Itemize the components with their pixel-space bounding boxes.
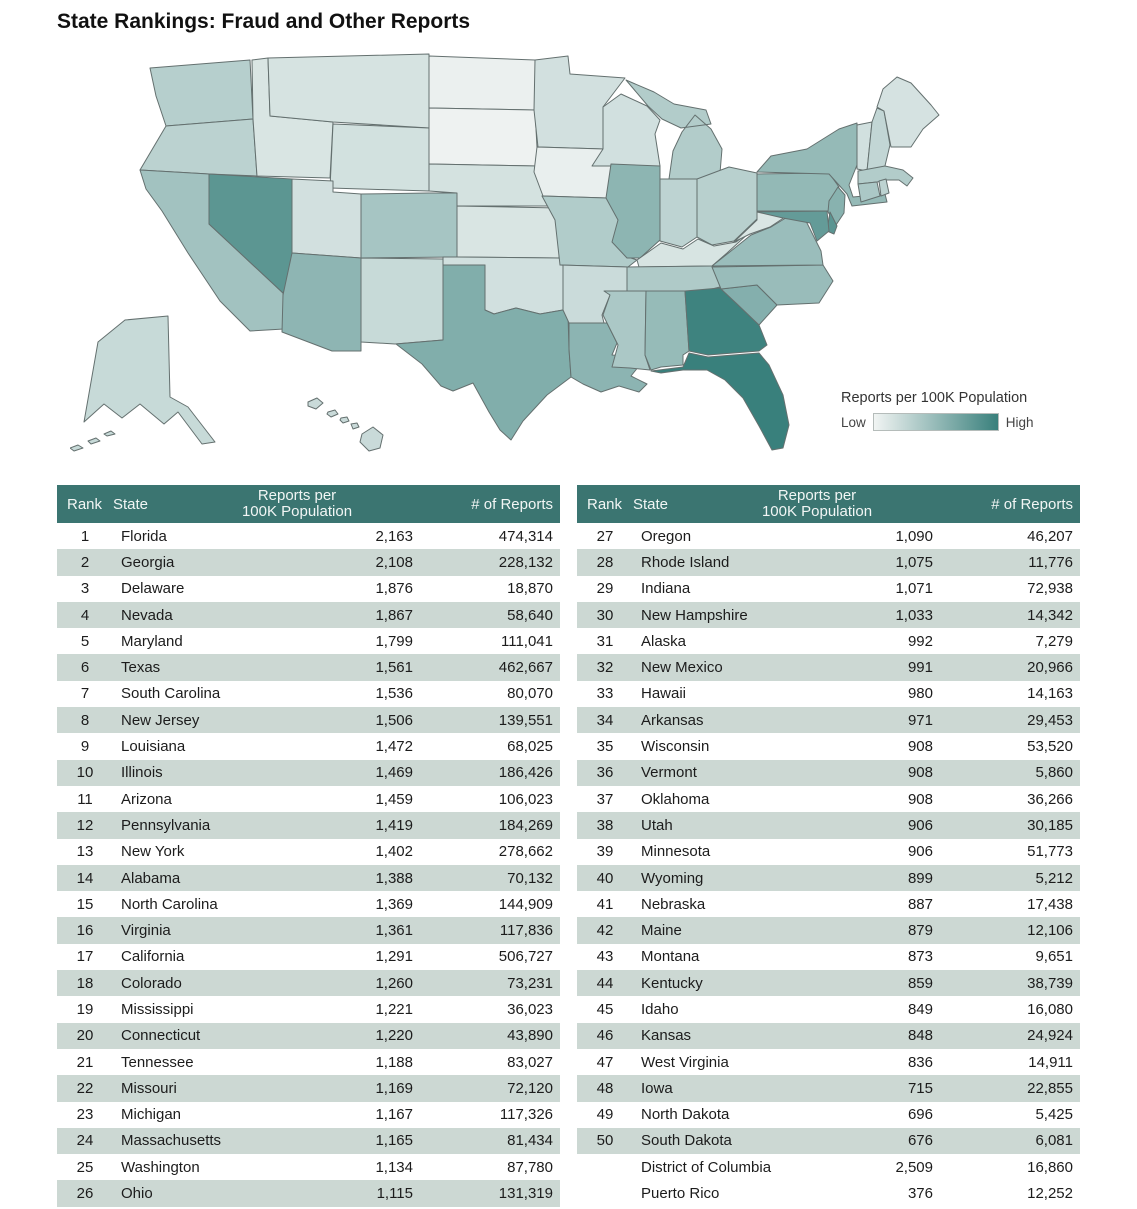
table-row [577, 812, 1080, 838]
state-cell: Oregon [641, 527, 692, 545]
num-reports-cell: 14,163 [1027, 685, 1073, 703]
table-row [57, 707, 560, 733]
rank-cell: 29 [596, 580, 614, 598]
per-100k-cell: 980 [907, 685, 933, 703]
num-reports-cell: 474,314 [498, 527, 553, 545]
per-100k-cell: 696 [907, 1106, 933, 1124]
legend-title: Reports per 100K Population [841, 390, 1028, 406]
num-reports-cell: 80,070 [507, 685, 553, 703]
num-reports-cell: 106,023 [498, 790, 553, 808]
per-100k-cell: 906 [907, 816, 933, 834]
rank-cell: 14 [76, 869, 94, 887]
state-cell: Ohio [121, 1185, 153, 1203]
state-cell: Virginia [121, 922, 171, 940]
num-reports-cell: 18,870 [507, 580, 553, 598]
rank-table-left [57, 485, 560, 1207]
num-reports-cell: 73,231 [507, 974, 553, 992]
per-100k-cell: 849 [907, 1000, 933, 1018]
rank-cell: 34 [596, 711, 614, 729]
rank-cell: 47 [596, 1053, 614, 1071]
num-reports-cell: 87,780 [507, 1158, 553, 1176]
map-legend [841, 390, 1071, 431]
table-row [57, 996, 560, 1022]
num-reports-cell: 43,890 [507, 1027, 553, 1045]
num-reports-cell: 22,855 [1027, 1079, 1073, 1097]
num-reports-cell: 24,924 [1027, 1027, 1073, 1045]
num-reports-cell: 9,651 [1035, 948, 1073, 966]
table-row [577, 865, 1080, 891]
rank-cell: 18 [76, 974, 94, 992]
state-new-mexico[interactable] [361, 258, 443, 344]
table-row [577, 576, 1080, 602]
state-cell: South Dakota [641, 1132, 732, 1150]
per-100k-cell: 836 [907, 1053, 933, 1071]
state-cell: New Jersey [121, 711, 200, 729]
state-arizona[interactable] [282, 253, 361, 351]
num-reports-cell: 278,662 [498, 843, 553, 861]
per-100k-cell: 1,799 [375, 632, 413, 650]
state-cell: Pennsylvania [121, 816, 211, 834]
per-100k-cell: 1,388 [375, 869, 413, 887]
per-100k-cell: 676 [907, 1132, 933, 1150]
state-cell: Florida [121, 527, 167, 545]
state-cell: Alabama [121, 869, 181, 887]
num-reports-cell: 184,269 [498, 816, 553, 834]
state-alaska[interactable] [70, 316, 215, 451]
rank-cell: 21 [76, 1053, 94, 1071]
state-cell: Montana [641, 948, 700, 966]
table-row [577, 1075, 1080, 1101]
state-cell: Maine [641, 922, 682, 940]
table-row [577, 681, 1080, 707]
table-header [577, 485, 1080, 523]
rank-cell: 3 [80, 580, 90, 598]
state-utah[interactable] [292, 179, 361, 258]
state-cell: West Virginia [641, 1053, 729, 1071]
rank-cell: 8 [80, 711, 90, 729]
per-100k-cell: 1,220 [375, 1027, 413, 1045]
rank-cell: 28 [596, 553, 614, 571]
per-100k-cell: 1,472 [375, 738, 413, 756]
num-reports-cell: 139,551 [498, 711, 553, 729]
header-per-100k: Reports per 100K Population [241, 487, 353, 520]
table-row [57, 1075, 560, 1101]
num-reports-cell: 16,860 [1027, 1158, 1073, 1176]
num-reports-cell: 30,185 [1027, 816, 1073, 834]
table-row [577, 654, 1080, 680]
per-100k-cell: 1,169 [375, 1079, 413, 1097]
state-cell: Maryland [121, 632, 183, 650]
per-100k-cell: 1,075 [895, 553, 933, 571]
table-row [577, 944, 1080, 970]
table-row [577, 549, 1080, 575]
state-cell: Washington [121, 1158, 200, 1176]
per-100k-cell: 1,090 [895, 527, 933, 545]
rank-cell: 44 [596, 974, 614, 992]
num-reports-cell: 81,434 [507, 1132, 553, 1150]
table-row [57, 549, 560, 575]
per-100k-cell: 1,867 [375, 606, 413, 624]
header-rank: Rank [67, 495, 103, 513]
state-colorado[interactable] [361, 193, 457, 258]
state-cell: Missouri [121, 1079, 177, 1097]
table-row [577, 1128, 1080, 1154]
table-row [577, 1154, 1080, 1180]
rank-cell: 40 [596, 869, 614, 887]
rank-cell: 12 [76, 816, 94, 834]
table-row [577, 602, 1080, 628]
state-illinois[interactable] [606, 164, 660, 258]
per-100k-cell: 1,361 [375, 922, 413, 940]
num-reports-cell: 46,207 [1027, 527, 1073, 545]
state-cell: Oklahoma [641, 790, 710, 808]
num-reports-cell: 83,027 [507, 1053, 553, 1071]
table-row [57, 891, 560, 917]
rank-cell: 43 [596, 948, 614, 966]
num-reports-cell: 72,120 [507, 1079, 553, 1097]
num-reports-cell: 117,836 [499, 922, 553, 940]
num-reports-cell: 506,727 [498, 948, 553, 966]
rank-cell: 45 [596, 1000, 614, 1018]
num-reports-cell: 36,266 [1027, 790, 1073, 808]
state-oregon[interactable] [140, 119, 257, 176]
table-row [57, 602, 560, 628]
rank-cell: 48 [596, 1079, 614, 1097]
per-100k-cell: 1,260 [375, 974, 413, 992]
rank-cell: 35 [596, 738, 614, 756]
state-cell: Georgia [121, 553, 175, 571]
state-cell: Minnesota [641, 843, 711, 861]
header-num-reports: # of Reports [991, 495, 1073, 513]
table-header [57, 485, 560, 523]
state-pennsylvania[interactable] [757, 173, 839, 211]
rank-cell: 24 [76, 1132, 94, 1150]
num-reports-cell: 51,773 [1027, 843, 1073, 861]
num-reports-cell: 14,342 [1027, 606, 1073, 624]
rank-cell: 49 [596, 1106, 614, 1124]
rank-cell: 17 [76, 948, 94, 966]
num-reports-cell: 131,319 [498, 1185, 553, 1203]
per-100k-cell: 1,459 [375, 790, 413, 808]
page-title: State Rankings: Fraud and Other Reports [57, 10, 471, 33]
per-100k-cell: 715 [907, 1079, 933, 1097]
rank-cell: 39 [596, 843, 614, 861]
num-reports-cell: 5,212 [1035, 869, 1073, 887]
state-montana[interactable] [268, 54, 429, 128]
rank-cell: 19 [76, 1000, 94, 1018]
rank-cell: 31 [596, 632, 614, 650]
per-100k-cell: 848 [907, 1027, 933, 1045]
table-row [57, 812, 560, 838]
rank-cell: 38 [596, 816, 614, 834]
num-reports-cell: 20,966 [1027, 659, 1073, 677]
per-100k-cell: 2,509 [895, 1158, 933, 1176]
table-row [577, 970, 1080, 996]
state-alabama[interactable] [645, 291, 689, 370]
rank-cell: 23 [76, 1106, 94, 1124]
per-100k-cell: 1,134 [375, 1158, 413, 1176]
num-reports-cell: 186,426 [498, 764, 553, 782]
rank-table-right [577, 485, 1080, 1207]
per-100k-cell: 908 [907, 790, 933, 808]
state-cell: Utah [641, 816, 673, 834]
num-reports-cell: 53,520 [1027, 738, 1073, 756]
num-reports-cell: 228,132 [498, 553, 553, 571]
per-100k-cell: 376 [907, 1185, 933, 1203]
num-reports-cell: 16,080 [1027, 1000, 1073, 1018]
rank-cell: 42 [596, 922, 614, 940]
rank-cell: 6 [80, 659, 90, 677]
state-cell: Wyoming [641, 869, 704, 887]
rank-cell: 9 [80, 738, 90, 756]
table-row [577, 1102, 1080, 1128]
state-hawaii[interactable] [308, 398, 383, 451]
num-reports-cell: 462,667 [498, 659, 553, 677]
state-cell: Mississippi [121, 1000, 194, 1018]
legend-low-label: Low [841, 414, 866, 430]
per-100k-cell: 1,071 [895, 580, 933, 598]
table-row [577, 1023, 1080, 1049]
per-100k-cell: 1,506 [375, 711, 413, 729]
legend-high-label: High [1005, 414, 1034, 430]
table-row [57, 786, 560, 812]
table-row [577, 839, 1080, 865]
state-cell: Arkansas [641, 711, 704, 729]
num-reports-cell: 11,776 [1028, 553, 1073, 571]
table-row [57, 628, 560, 654]
ranking-tables [57, 485, 1080, 1207]
rank-cell: 10 [76, 764, 94, 782]
header-state: State [113, 495, 149, 513]
rank-cell: 5 [80, 632, 90, 650]
state-florida[interactable] [651, 353, 789, 450]
rank-cell: 27 [596, 527, 614, 545]
table-row [577, 1049, 1080, 1075]
rank-cell: 4 [80, 606, 90, 624]
rank-cell: 11 [77, 790, 93, 808]
per-100k-cell: 1,561 [375, 659, 413, 677]
per-100k-cell: 1,291 [375, 948, 413, 966]
num-reports-cell: 144,909 [498, 895, 553, 913]
table-row [577, 1180, 1080, 1206]
state-cell: Wisconsin [641, 738, 710, 756]
rank-cell: 16 [76, 922, 94, 940]
per-100k-cell: 873 [907, 948, 933, 966]
header-per-100k: Reports per 100K Population [761, 487, 873, 520]
num-reports-cell: 117,326 [499, 1106, 553, 1124]
table-row [577, 760, 1080, 786]
rank-cell: 25 [76, 1158, 94, 1176]
rank-cell: 41 [596, 895, 614, 913]
rank-cell: 46 [596, 1027, 614, 1045]
rank-cell: 26 [76, 1185, 94, 1203]
state-cell: California [121, 948, 185, 966]
per-100k-cell: 1,876 [375, 580, 413, 598]
num-reports-cell: 5,425 [1035, 1106, 1073, 1124]
per-100k-cell: 899 [907, 869, 933, 887]
num-reports-cell: 111,041 [501, 632, 553, 650]
table-row [57, 944, 560, 970]
table-row [57, 523, 560, 549]
state-cell: Colorado [121, 974, 182, 992]
per-100k-cell: 906 [907, 843, 933, 861]
state-indiana[interactable] [660, 179, 697, 247]
num-reports-cell: 58,640 [507, 606, 553, 624]
rank-cell: 22 [76, 1079, 94, 1097]
table-row [577, 996, 1080, 1022]
state-cell: New Mexico [641, 659, 723, 677]
state-cell: Iowa [641, 1079, 673, 1097]
legend-gradient-bar [873, 413, 999, 431]
per-100k-cell: 992 [907, 632, 933, 650]
table-row [577, 628, 1080, 654]
state-cell: Texas [121, 659, 161, 677]
num-reports-cell: 7,279 [1035, 632, 1073, 650]
state-cell: Nevada [121, 606, 173, 624]
table-row [57, 865, 560, 891]
table-row [57, 1049, 560, 1075]
state-cell: Kansas [641, 1027, 692, 1045]
state-cell: New York [121, 843, 185, 861]
map-area [0, 38, 1137, 478]
per-100k-cell: 908 [907, 764, 933, 782]
table-row [57, 654, 560, 680]
per-100k-cell: 908 [907, 738, 933, 756]
rank-cell: 2 [80, 553, 90, 571]
rank-cell: 30 [596, 606, 614, 624]
state-south-dakota[interactable] [429, 108, 538, 166]
table-body-left [57, 523, 560, 1207]
per-100k-cell: 1,221 [375, 1000, 413, 1018]
num-reports-cell: 72,938 [1027, 580, 1073, 598]
table-row [577, 786, 1080, 812]
per-100k-cell: 859 [907, 974, 933, 992]
per-100k-cell: 879 [907, 922, 933, 940]
state-cell: District of Columbia [641, 1158, 772, 1176]
state-cell: North Carolina [121, 895, 218, 913]
rank-cell: 15 [76, 895, 94, 913]
table-row [57, 1023, 560, 1049]
state-cell: Massachusetts [121, 1132, 222, 1150]
rank-cell: 50 [596, 1132, 614, 1150]
table-row [57, 917, 560, 943]
header-rank: Rank [587, 495, 623, 513]
state-rhode-island[interactable] [879, 179, 889, 196]
table-row [577, 891, 1080, 917]
rank-cell: 37 [596, 790, 614, 808]
per-100k-cell: 991 [907, 659, 933, 677]
num-reports-cell: 29,453 [1027, 711, 1073, 729]
per-100k-cell: 1,188 [375, 1053, 413, 1071]
per-100k-cell: 971 [907, 711, 933, 729]
state-cell: Idaho [641, 1000, 679, 1018]
state-cell: Rhode Island [641, 553, 730, 571]
per-100k-cell: 887 [907, 895, 933, 913]
state-cell: Delaware [121, 580, 185, 598]
num-reports-cell: 5,860 [1035, 764, 1073, 782]
per-100k-cell: 1,402 [375, 843, 413, 861]
per-100k-cell: 1,536 [375, 685, 413, 703]
per-100k-cell: 1,167 [375, 1106, 413, 1124]
rank-cell: 1 [80, 527, 90, 545]
rank-cell: 36 [596, 764, 614, 782]
table-row [57, 1180, 560, 1206]
table-row [577, 523, 1080, 549]
table-row [57, 576, 560, 602]
table-row [57, 970, 560, 996]
state-cell: Hawaii [641, 685, 687, 703]
per-100k-cell: 2,108 [375, 553, 413, 571]
table-row [57, 839, 560, 865]
rank-cell: 33 [596, 685, 614, 703]
state-cell: Vermont [641, 764, 697, 782]
num-reports-cell: 70,132 [507, 869, 553, 887]
state-washington[interactable] [150, 60, 253, 126]
state-north-dakota[interactable] [429, 56, 535, 110]
state-cell: Louisiana [121, 738, 186, 756]
rank-cell: 32 [596, 659, 614, 677]
rank-cell: 7 [80, 685, 90, 703]
state-cell: Tennessee [121, 1053, 194, 1071]
state-cell: Indiana [641, 580, 691, 598]
num-reports-cell: 14,911 [1028, 1053, 1073, 1071]
table-row [57, 1102, 560, 1128]
per-100k-cell: 1,115 [376, 1185, 413, 1203]
state-cell: Alaska [641, 632, 687, 650]
state-cell: Illinois [121, 764, 163, 782]
per-100k-cell: 1,419 [375, 816, 413, 834]
state-kansas[interactable] [457, 206, 559, 258]
table-row [57, 1128, 560, 1154]
header-num-reports: # of Reports [471, 495, 553, 513]
rank-cell: 13 [76, 843, 94, 861]
num-reports-cell: 38,739 [1027, 974, 1073, 992]
state-cell: Connecticut [121, 1027, 201, 1045]
table-row [57, 1154, 560, 1180]
per-100k-cell: 2,163 [375, 527, 413, 545]
table-row [577, 707, 1080, 733]
table-row [57, 760, 560, 786]
num-reports-cell: 12,252 [1027, 1185, 1073, 1203]
per-100k-cell: 1,469 [375, 764, 413, 782]
table-row [577, 733, 1080, 759]
per-100k-cell: 1,033 [895, 606, 933, 624]
num-reports-cell: 12,106 [1027, 922, 1073, 940]
state-cell: South Carolina [121, 685, 221, 703]
state-cell: Arizona [121, 790, 172, 808]
state-cell: Kentucky [641, 974, 703, 992]
state-cell: New Hampshire [641, 606, 748, 624]
state-wyoming[interactable] [330, 124, 429, 191]
table-row [57, 681, 560, 707]
per-100k-cell: 1,369 [375, 895, 413, 913]
table-row [57, 733, 560, 759]
per-100k-cell: 1,165 [375, 1132, 413, 1150]
state-cell: Michigan [121, 1106, 182, 1124]
header-state: State [633, 495, 669, 513]
num-reports-cell: 36,023 [507, 1000, 553, 1018]
state-cell: Nebraska [641, 895, 706, 913]
num-reports-cell: 68,025 [507, 738, 553, 756]
num-reports-cell: 6,081 [1035, 1132, 1073, 1150]
num-reports-cell: 17,438 [1027, 895, 1073, 913]
state-cell: Puerto Rico [641, 1185, 720, 1203]
table-row [577, 917, 1080, 943]
table-body-right [577, 523, 1080, 1207]
state-cell: North Dakota [641, 1106, 730, 1124]
rank-cell: 20 [76, 1027, 94, 1045]
